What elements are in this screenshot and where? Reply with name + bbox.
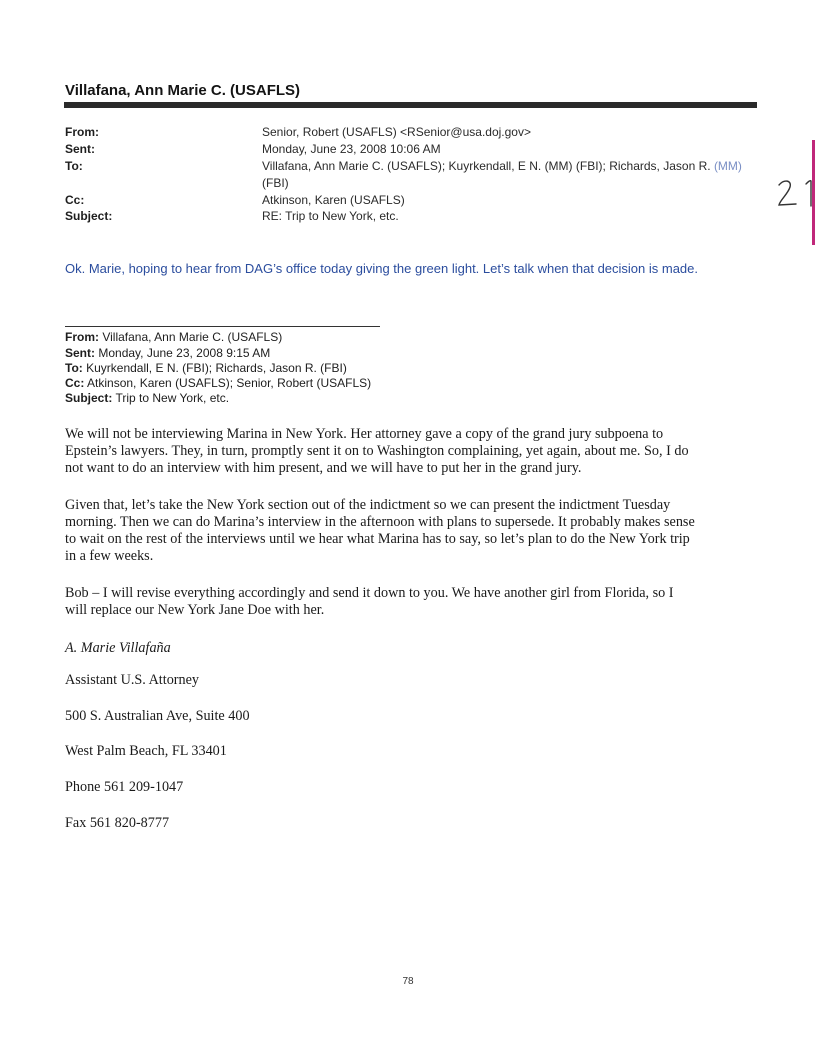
quoted-paragraph-1: We will not be interviewing Marina in New York. Her attorney gave a copy of the grand jury subpoena to Epstein’s lawyers. They, in turn, promptly sent it on to Washington complaining, yet again, about me. So, I do not want to do an interview with him present, and we will have to put her in the grand jury.: [65, 426, 689, 476]
reply-cc-label: Cc:: [65, 193, 85, 207]
page-edge-mark: [812, 140, 815, 245]
mailbox-owner-title: Villafana, Ann Marie C. (USAFLS): [65, 82, 301, 99]
quoted-subject: Subject: Trip to New York, etc.: [65, 391, 230, 405]
signature-title: Assistant U.S. Attorney: [65, 672, 199, 688]
reply-to-label: To:: [65, 159, 83, 173]
title-divider: [64, 102, 757, 108]
quoted-sent: Sent: Monday, June 23, 2008 9:15 AM: [65, 346, 271, 360]
signature-name: A. Marie Villafaña: [65, 640, 171, 656]
reply-to-line1-tail: (MM): [713, 159, 742, 173]
handwritten-page-mark: [776, 175, 816, 215]
reply-subject-label: Subject:: [65, 209, 113, 223]
quoted-paragraph-2: Given that, let’s take the New York section out of the indictment so we can present the indictment Tuesday morning. Then we can do Marina’s interview in the afternoon with plans to supersede. It probably makes sense to wait on the rest of the interviews until we hear what Marina has to say, so let’s plan to do the New York trip in a few weeks.: [65, 497, 695, 564]
reply-from-label: From:: [65, 125, 99, 139]
reply-cc-value: Atkinson, Karen (USAFLS): [262, 193, 405, 207]
reply-sent-label: Sent:: [65, 142, 95, 156]
reply-from-value: Senior, Robert (USAFLS) <RSenior@usa.doj.gov>: [262, 125, 531, 139]
quote-divider: [65, 326, 380, 327]
quoted-paragraph-3: Bob – I will revise everything accordingly and send it down to you. We have another girl from Florida, so I will replace our New York Jane Doe with her.: [65, 585, 674, 618]
signature-city: West Palm Beach, FL 33401: [65, 743, 227, 759]
quoted-to: To: Kuyrkendall, E N. (FBI); Richards, Jason R. (FBI): [65, 361, 347, 375]
signature-fax: Fax 561 820-8777: [65, 815, 170, 831]
reply-subject-value: RE: Trip to New York, etc.: [262, 209, 399, 223]
reply-to-value: [262, 158, 762, 192]
quoted-from: From: Villafana, Ann Marie C. (USAFLS): [65, 330, 283, 344]
signature-address: 500 S. Australian Ave, Suite 400: [65, 708, 250, 724]
reply-to-line1: Villafana, Ann Marie C. (USAFLS); Kuyrkendall, E N. (MM) (FBI); Richards, Jason R.: [262, 159, 711, 173]
signature-phone: Phone 561 209-1047: [65, 779, 184, 795]
page-number: 78: [402, 976, 414, 987]
reply-sent-value: Monday, June 23, 2008 10:06 AM: [262, 142, 441, 156]
quoted-cc: Cc: Atkinson, Karen (USAFLS); Senior, Robert (USAFLS): [65, 376, 372, 390]
reply-to-line2: (FBI): [262, 176, 289, 190]
reply-body: Ok. Marie, hoping to hear from DAG’s office today giving the green light. Let’s talk when that decision is made.: [65, 261, 699, 276]
